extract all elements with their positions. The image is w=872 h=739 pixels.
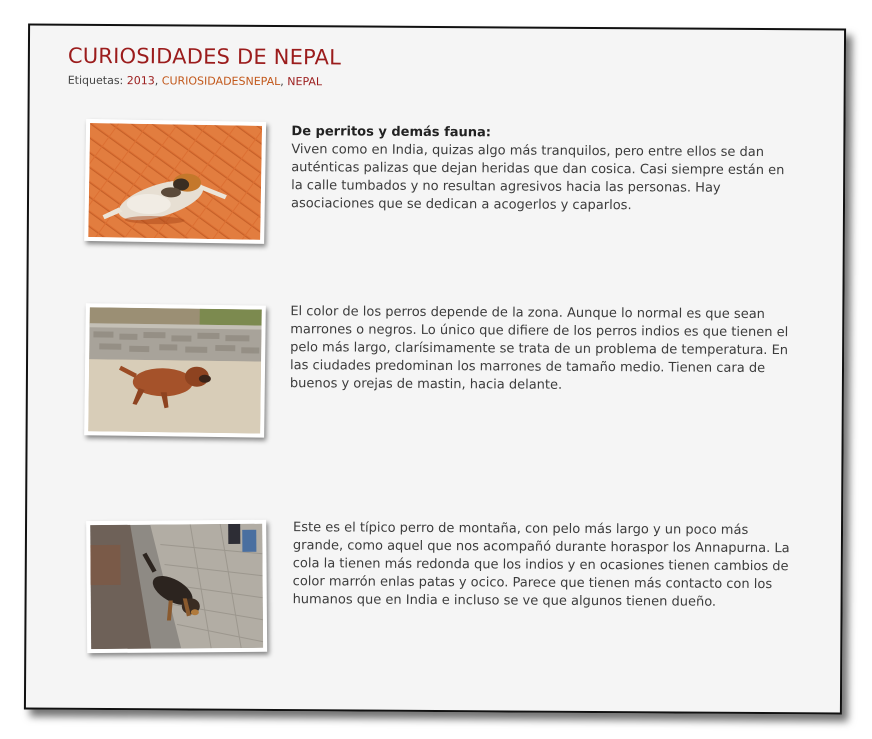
photo-dark-dog-street[interactable]: [86, 520, 267, 653]
tag-link-2013[interactable]: 2013: [126, 74, 155, 88]
section-body: El color de los perros depende de la zona. Aunque lo normal es que sean marrones o negros. Lo único que difiere de los perros indios es que tienen el pelo más largo, clarísimamente se trata de un problema de temperatura. En las ciudades predominan los marrones de tamaño medio. Tienen cara de buenos y orejas de mastin, hacia delante.: [289, 304, 789, 393]
section-body: Este es el típico perro de montaña, con pelo más largo y un poco más grande, como aquel que nos acompañó durante horaspor los Annapurna. La cola la tienen más redonda que los indios y en ocasiones tienen cambios de color marrón enlas patas y ocico. Parece que tienen más contacto con los humanos que en India e incluso se ve que algunos tienen dueño.: [292, 520, 790, 610]
tag-separator: ,: [154, 74, 162, 88]
tags-label: Etiquetas:: [67, 73, 124, 88]
dog-sleeping-photo-image: [88, 123, 262, 240]
section-2-text: [290, 303, 801, 396]
blog-post-card: [24, 24, 846, 715]
tag-separator: ,: [280, 75, 288, 89]
tag-link-nepal[interactable]: NEPAL: [287, 75, 323, 89]
tag-link-curiosidadesnepal[interactable]: CURIOSIDADESNEPAL: [161, 74, 281, 89]
section-1-text: [291, 123, 792, 216]
post-title[interactable]: CURIOSIDADES DE NEPAL: [67, 43, 342, 70]
brown-dog-photo-image: [88, 307, 262, 433]
photo-brown-dog-sand[interactable]: [84, 303, 266, 437]
post-tags: [68, 74, 322, 89]
section-body: Viven como en India, quizas algo más tranquilos, pero entre ellos se dan auténticas palizas que dejan heridas que dan cosica. Casi siempre están en la calle tumbados y no resultan agresivos hacia las personas. Hay asociaciones que se dedican a acogerlos y caparlos.: [290, 142, 785, 214]
mountain-dog-photo-image: [90, 524, 263, 649]
section-heading: De perritos y demás fauna:: [291, 124, 492, 141]
photo-dog-on-bricks[interactable]: [84, 119, 266, 244]
section-3-text: [293, 519, 799, 612]
